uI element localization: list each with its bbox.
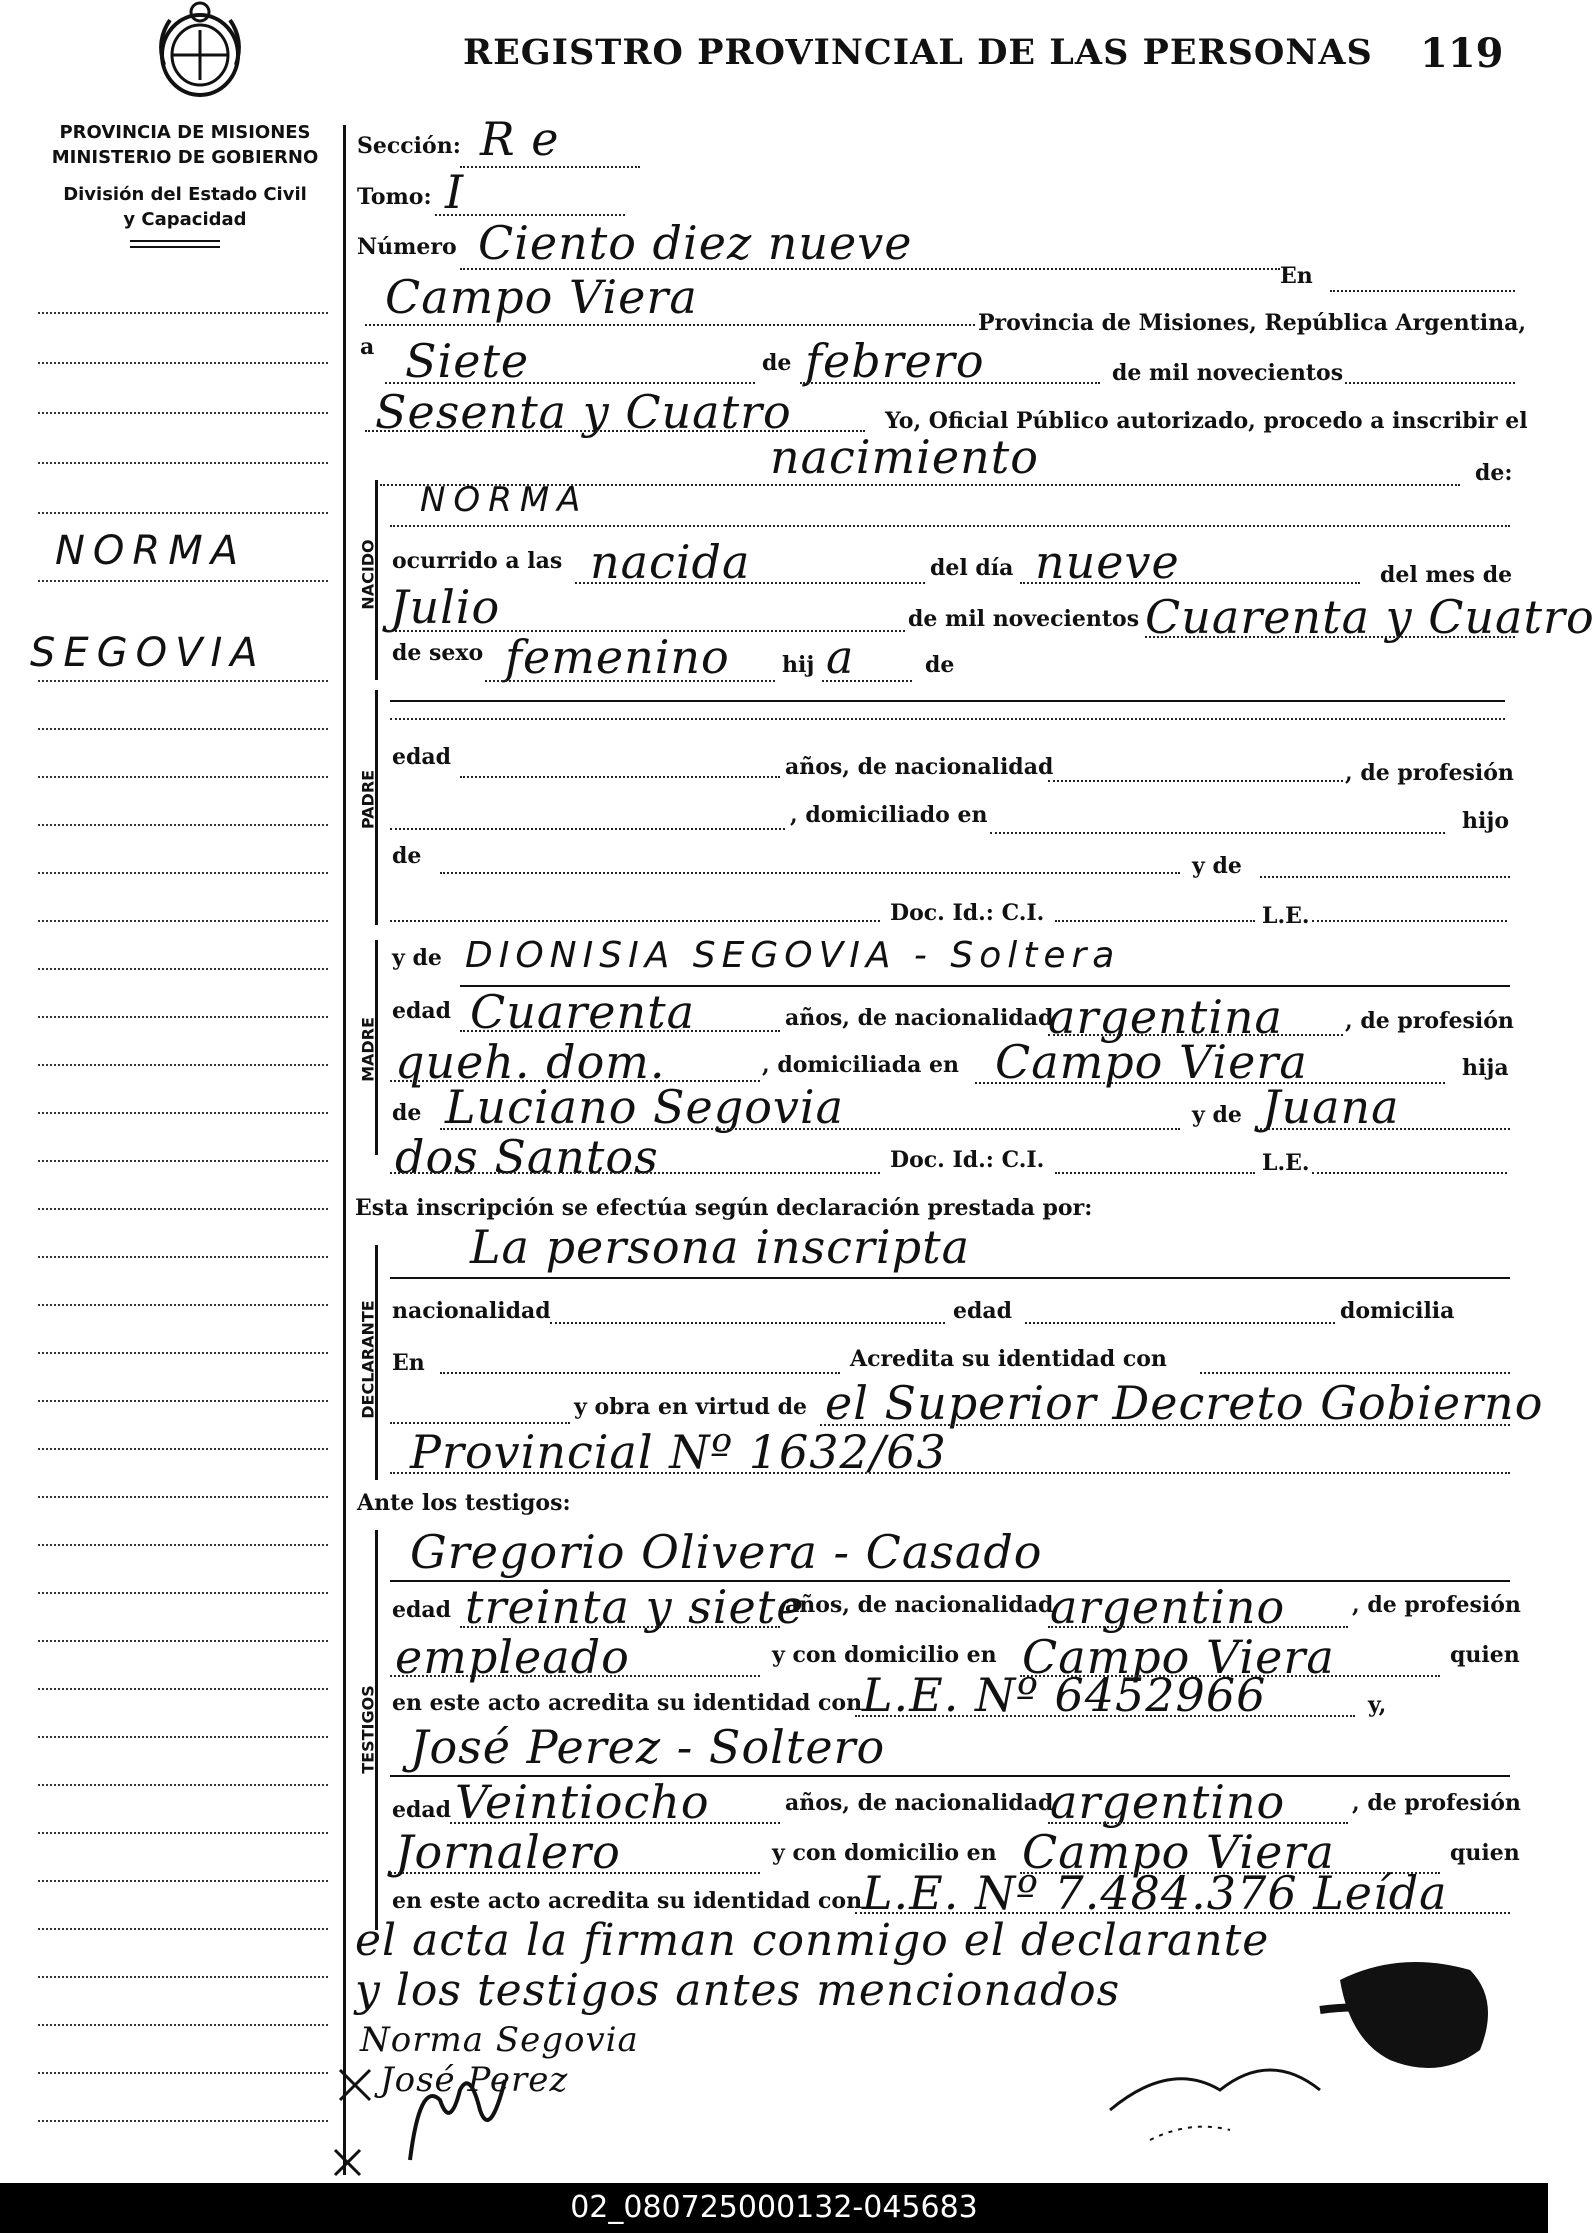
margin-line	[38, 1880, 328, 1882]
margin-line	[38, 580, 328, 582]
field-line	[822, 680, 912, 682]
label-t2-acredita: en este acto acredita su identidad con	[392, 1888, 863, 1914]
margin-line	[38, 1928, 328, 1930]
value-seccion: R e	[480, 112, 560, 166]
label-ocurrido: ocurrido a las	[392, 548, 563, 574]
label-t1-domicilio: y con domicilio en	[772, 1642, 997, 1668]
value-madre-prof: queh. dom.	[395, 1035, 666, 1089]
margin-line	[38, 1976, 328, 1978]
field-line	[460, 1030, 780, 1032]
label-hijo: hijo	[1462, 808, 1509, 834]
field-line	[855, 1912, 1510, 1914]
value-lugar: Campo Viera	[385, 270, 698, 324]
margin-line	[38, 1784, 328, 1786]
value-nombre: NORMA	[420, 480, 589, 520]
label-obra-virtud: y obra en virtud de	[574, 1394, 807, 1420]
declarante-rule	[390, 1277, 1510, 1279]
label-provincia: Provincia de Misiones, República Argentina,	[978, 310, 1527, 336]
label-t1-acredita: en este acto acredita su identidad con	[392, 1690, 863, 1716]
margin-line	[38, 2072, 328, 2074]
label-del-mes-de: del mes de	[1380, 562, 1513, 588]
margin-line	[38, 1448, 328, 1450]
label-padre-de: de	[392, 843, 422, 869]
margin-line	[38, 728, 328, 730]
value-firma-2: José Perez	[380, 2060, 569, 2100]
label-t1-profesion: , de profesión	[1352, 1592, 1521, 1618]
margin-line	[38, 1064, 328, 1066]
margin-line	[38, 1832, 328, 1834]
field-line	[1048, 780, 1343, 782]
field-line	[990, 832, 1445, 834]
org-ministry: MINISTERIO DE GOBIERNO	[51, 147, 319, 168]
official-stamp-signature-icon	[1090, 1940, 1510, 2170]
org-division: División del Estado Civil	[63, 184, 307, 205]
margin-line	[38, 1544, 328, 1546]
value-dia-nac: nueve	[1035, 535, 1180, 589]
label-acredita: Acredita su identidad con	[850, 1346, 1167, 1372]
org-divider	[130, 240, 220, 242]
field-line	[1260, 876, 1510, 878]
field-line	[1025, 1322, 1335, 1324]
field-line	[1055, 1172, 1255, 1174]
value-testigo-2: José Perez - Soltero	[410, 1720, 886, 1774]
label-t2-edad: edad	[392, 1797, 452, 1823]
field-line	[390, 718, 1505, 720]
label-t2-anos-nac: años, de nacionalidad	[785, 1790, 1054, 1816]
label-ante-testigos: Ante los testigos:	[357, 1490, 571, 1516]
field-line	[385, 382, 755, 384]
label-en: En	[1280, 263, 1313, 289]
label-nacionalidad: nacionalidad	[392, 1298, 551, 1324]
label-y-comma: y,	[1368, 1692, 1387, 1718]
value-testigo-1: Gregorio Olivera - Casado	[410, 1525, 1043, 1579]
margin-line	[38, 824, 328, 826]
field-line	[800, 382, 1100, 384]
value-cierre-1: el acta la firman conmigo el declarante	[355, 1915, 1270, 1966]
org-province: PROVINCIA DE MISIONES	[59, 122, 311, 143]
label-t1-quien: quien	[1450, 1642, 1520, 1668]
field-line	[485, 680, 775, 682]
label-madre-anos-nac: años, de nacionalidad	[785, 1005, 1054, 1031]
label-de-sexo: de sexo	[392, 640, 484, 666]
label-padre-y-de: y de	[1192, 853, 1242, 879]
margin-line	[38, 680, 328, 682]
value-virtud-1: el Superior Decreto Gobierno	[825, 1376, 1544, 1430]
value-hij-suffix: a	[826, 630, 855, 684]
field-line	[1330, 290, 1515, 292]
value-madre-nac: argentina	[1048, 990, 1283, 1044]
label-hij: hij	[782, 652, 815, 678]
field-line	[450, 1822, 780, 1824]
label-yo-oficial: Yo, Oficial Público autorizado, procedo a inscribir el	[885, 408, 1528, 434]
value-anio: Sesenta y Cuatro	[375, 385, 792, 439]
label-hija: hija	[1462, 1055, 1509, 1081]
field-line	[1260, 1128, 1510, 1130]
value-anio-nac: Cuarenta y Cuatro	[1145, 590, 1595, 644]
value-t1-nac: argentino	[1050, 1580, 1286, 1634]
margin-line	[38, 1640, 328, 1642]
field-line	[460, 166, 640, 168]
label-madre-y-de-2: y de	[1192, 1102, 1242, 1128]
margin-line	[38, 1736, 328, 1738]
value-abuela: Juana	[1262, 1080, 1400, 1134]
document-title: REGISTRO PROVINCIAL DE LAS PERSONAS	[463, 32, 1373, 73]
field-line	[460, 1626, 780, 1628]
org-divider-2	[130, 246, 220, 248]
label-madre-doc-id: Doc. Id.: C.I.	[890, 1147, 1045, 1173]
label-t1-edad: edad	[392, 1597, 452, 1623]
label-domiciliado-en: , domiciliado en	[790, 802, 988, 828]
value-madre: DIONISIA SEGOVIA - Soltera	[465, 935, 1121, 976]
field-line	[390, 1472, 1510, 1474]
padre-rule	[390, 700, 1505, 702]
margin-line	[38, 412, 328, 414]
label-del-dia: del día	[930, 555, 1014, 581]
label-madre-le: L.E.	[1262, 1150, 1310, 1176]
value-t2-prof: Jornalero	[395, 1825, 621, 1879]
field-line	[1200, 1372, 1510, 1374]
value-t1-prof: empleado	[395, 1630, 630, 1684]
label-hij-de: de	[925, 652, 955, 678]
margin-line	[38, 920, 328, 922]
field-line	[1145, 636, 1515, 638]
label-de-mil-novecientos: de mil novecientos	[1112, 360, 1344, 386]
field-line	[1048, 1626, 1348, 1628]
margin-line	[38, 312, 328, 314]
label-a: a	[360, 334, 375, 360]
label-t2-quien: quien	[1450, 1840, 1520, 1866]
margin-line	[38, 1016, 328, 1018]
value-mes-nac: Julio	[390, 580, 501, 634]
label-de: de	[762, 350, 792, 376]
field-line	[390, 1872, 760, 1874]
label-seccion: Sección:	[357, 133, 461, 159]
field-line	[1312, 1172, 1507, 1174]
margin-surname: SEGOVIA	[30, 630, 266, 676]
value-madre-dom: Campo Viera	[995, 1035, 1308, 1089]
org-capacity: y Capacidad	[123, 209, 247, 230]
field-line	[1020, 582, 1360, 584]
field-line	[390, 1675, 760, 1677]
margin-line	[38, 1352, 328, 1354]
margin-name: NORMA	[55, 528, 247, 574]
value-abuelo: Luciano Segovia	[445, 1080, 845, 1134]
label-inscripcion: Esta inscripción se efectúa según declaración prestada por:	[355, 1195, 1093, 1221]
label-domiciliada-en: , domiciliada en	[762, 1052, 960, 1078]
section-label-madre: MADRE	[358, 1017, 378, 1082]
label-madre-y-de: y de	[392, 945, 442, 971]
value-virtud-2: Provincial Nº 1632/63	[410, 1425, 947, 1479]
value-declarante: La persona inscripta	[470, 1220, 970, 1274]
label-t1-anos-nac: años, de nacionalidad	[785, 1592, 1054, 1618]
margin-line	[38, 462, 328, 464]
section-label-testigos: TESTIGOS	[358, 1685, 378, 1774]
field-line	[550, 1322, 945, 1324]
value-dia: Siete	[405, 334, 530, 388]
label-t2-domicilio: y con domicilio en	[772, 1840, 997, 1866]
label-en-decl: En	[392, 1350, 425, 1376]
label-padre-profesion: , de profesión	[1345, 760, 1514, 786]
section-label-padre: PADRE	[358, 769, 378, 830]
margin-line	[38, 1688, 328, 1690]
value-t2-edad: Veintiocho	[455, 1775, 710, 1829]
value-acto: nacimiento	[770, 430, 1039, 484]
field-line	[390, 828, 785, 830]
value-firma-1: Norma Segovia	[360, 2020, 639, 2060]
value-numero: Ciento diez nueve	[478, 216, 913, 270]
page-number: 119	[1420, 30, 1504, 77]
label-t2-profesion: , de profesión	[1352, 1790, 1521, 1816]
field-line	[1055, 920, 1255, 922]
field-line	[390, 1422, 570, 1424]
field-line	[440, 872, 1180, 874]
label-tomo: Tomo:	[357, 184, 432, 210]
value-t1-doc: L.E. Nº 6452966	[862, 1668, 1267, 1722]
margin-line	[38, 1160, 328, 1162]
value-t2-dom: Campo Viera	[1022, 1825, 1335, 1879]
value-t1-dom: Campo Viera	[1022, 1630, 1335, 1684]
witness-signature-icon	[330, 2040, 590, 2180]
label-madre-edad: edad	[392, 998, 452, 1024]
label-numero: Número	[357, 234, 457, 260]
label-madre-de: de	[392, 1100, 422, 1126]
margin-line	[38, 512, 328, 514]
label-padre-le: L.E.	[1262, 903, 1310, 929]
value-cierre-2: y los testigos antes mencionados	[355, 1965, 1121, 2016]
margin-line	[38, 1304, 328, 1306]
label-padre-edad: edad	[392, 744, 452, 770]
document-code-footer: 02_080725000132-045683	[0, 2183, 1548, 2233]
label-padre-doc-id: Doc. Id.: C.I.	[890, 900, 1045, 926]
field-line	[440, 1372, 840, 1374]
provincial-seal-icon	[150, 0, 250, 100]
value-mes: febrero	[805, 334, 985, 388]
margin-line	[38, 1256, 328, 1258]
label-domicilia: domicilia	[1340, 1298, 1455, 1324]
value-madre-edad: Cuarenta	[470, 985, 695, 1039]
field-line	[855, 1715, 1355, 1717]
field-line	[390, 525, 1510, 527]
margin-line	[38, 968, 328, 970]
value-t2-nac: argentino	[1050, 1775, 1286, 1829]
value-t1-edad: treinta y siete	[465, 1580, 805, 1634]
value-tomo: I	[445, 165, 465, 219]
field-line	[1345, 382, 1515, 384]
field-line	[1048, 1822, 1348, 1824]
margin-line	[38, 1400, 328, 1402]
section-label-nacido: NACIDO	[358, 539, 378, 610]
label-de-mil-novecientos-2: de mil novecientos	[908, 606, 1140, 632]
margin-line	[38, 1112, 328, 1114]
margin-line	[38, 776, 328, 778]
field-line	[460, 776, 780, 778]
label-decl-edad: edad	[953, 1298, 1013, 1324]
margin-line	[38, 1592, 328, 1594]
column-divider	[343, 125, 346, 2175]
margin-line	[38, 1208, 328, 1210]
margin-line	[38, 362, 328, 364]
value-abuela-2: dos Santos	[395, 1130, 659, 1184]
value-hora: nacida	[590, 535, 751, 589]
value-t2-doc: L.E. Nº 7.484.376 Leída	[862, 1866, 1448, 1920]
field-line	[575, 582, 925, 584]
value-sexo: femenino	[505, 630, 730, 684]
label-padre-anos-nac: años, de nacionalidad	[785, 754, 1054, 780]
field-line	[365, 324, 975, 326]
margin-line	[38, 2024, 328, 2026]
label-madre-profesion: , de profesión	[1345, 1008, 1514, 1034]
field-line	[390, 920, 880, 922]
section-label-declarante: DECLARANTE	[358, 1300, 378, 1419]
margin-line	[38, 2120, 328, 2122]
field-line	[390, 1172, 880, 1174]
margin-line	[38, 872, 328, 874]
margin-line	[38, 1496, 328, 1498]
field-line	[1312, 920, 1507, 922]
label-de-colon: de:	[1475, 460, 1513, 486]
